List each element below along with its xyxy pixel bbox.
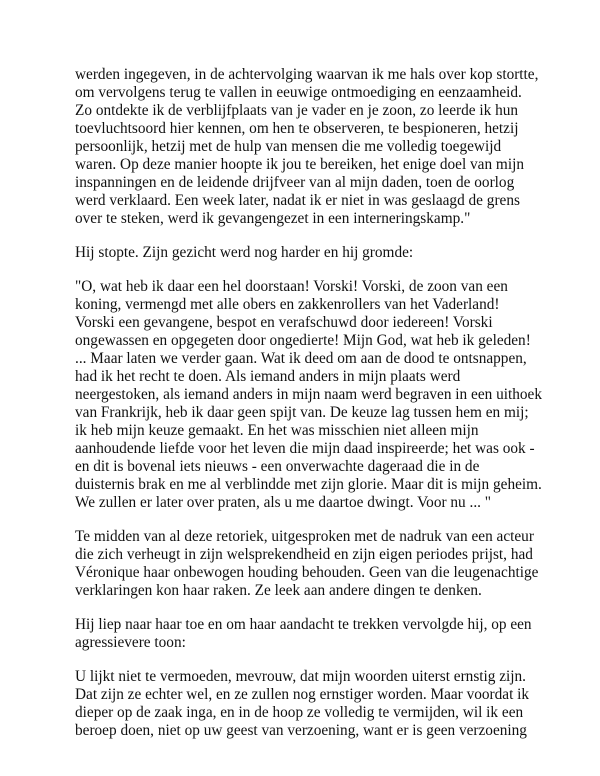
- text-line: Dat zijn ze echter wel, en ze zullen nog ernstiger worden. Maar voordat ik: [75, 686, 530, 703]
- paragraph-1: [75, 66, 539, 228]
- text-line: en dit is bovenal iets nieuws - een onverwachte dageraad die in de: [75, 458, 480, 475]
- text-line: aanhoudende liefde voor het leven die mijn daad inspireerde; het was ook -: [75, 440, 535, 457]
- text-line: Te midden van al deze retoriek, uitgesproken met de nadruk van een acteur: [75, 528, 534, 545]
- text-line: koning, vermengd met alle obers en zakkenrollers van het Vaderland!: [75, 296, 500, 313]
- text-line: inspanningen en de leidende drijfveer van al mijn daden, toen de oorlog: [75, 174, 515, 191]
- text-line: waren. Op deze manier hoopte ik jou te bereiken, het enige doel van mijn: [75, 156, 524, 173]
- text-line: ongewassen en opgegeten door ongedierte! Mijn God, wat heb ik geleden!: [75, 332, 531, 349]
- paragraph-6: [75, 668, 535, 740]
- text-line: duisternis brak en me al verblindde met zijn glorie. Maar dit is mijn geheim.: [75, 476, 542, 493]
- paragraph-4: [75, 528, 539, 600]
- paragraph-3: [75, 278, 542, 512]
- document-page: [75, 66, 542, 756]
- paragraph-2: [75, 244, 535, 262]
- text-line: ... Maar laten we verder gaan. Wat ik deed om aan de dood te ontsnappen,: [75, 350, 527, 367]
- text-line: Vorski een gevangene, bespot en verafschuwd door iedereen! Vorski: [75, 314, 493, 331]
- text-line: die zich verheugt in zijn welsprekendheid en zijn eigen periodes prijst, had: [75, 546, 533, 563]
- text-line: had ik het recht te doen. Als iemand anders in mijn plaats werd: [75, 368, 461, 385]
- text-line: U lijkt niet te vermoeden, mevrouw, dat mijn woorden uiterst ernstig zijn.: [75, 668, 527, 685]
- text-line: werd verklaard. Een week later, nadat ik er niet in was geslaagd de grens: [75, 192, 520, 209]
- text-line: Hij stopte. Zijn gezicht werd nog harder en hij gromde:: [75, 244, 414, 261]
- paragraph-5: [75, 616, 535, 652]
- text-line: Zo ontdekte ik de verblijfplaats van je vader en je zoon, zo leerde ik hun: [75, 102, 519, 119]
- text-line: over te steken, werd ik gevangengezet in een interneringskamp.": [75, 210, 471, 227]
- text-line: werden ingegeven, in de achtervolging waarvan ik me hals over kop stortte,: [75, 66, 539, 83]
- text-line: dieper op de zaak inga, en in de hoop ze volledig te vermijden, wil ik een: [75, 704, 524, 721]
- text-line: beroep doen, niet op uw geest van verzoening, want er is geen verzoening: [75, 722, 527, 739]
- text-line: We zullen er later over praten, als u me daartoe dwingt. Voor nu ... ": [75, 494, 492, 511]
- text-line: verklaringen kon haar raken. Ze leek aan andere dingen te denken.: [75, 582, 482, 599]
- text-line: toevluchtsoord hier kennen, om hen te observeren, te bespioneren, hetzij: [75, 120, 519, 137]
- text-line: om vervolgens terug te vallen in eeuwige ontmoediging en eenzaamheid.: [75, 84, 522, 101]
- text-line: persoonlijk, hetzij met de hulp van mensen die me volledig toegewijd: [75, 138, 502, 155]
- text-line: van Frankrijk, heb ik daar geen spijt van. De keuze lag tussen hem en mij;: [75, 404, 529, 421]
- text-line: Véronique haar onbewogen houding behouden. Geen van die leugenachtige: [75, 564, 539, 581]
- text-line: agressievere toon:: [75, 634, 186, 651]
- text-line: "O, wat heb ik daar een hel doorstaan! Vorski! Vorski, de zoon van een: [75, 278, 508, 295]
- text-line: neergestoken, als iemand anders in mijn naam werd begraven in een uithoek: [75, 386, 542, 403]
- text-line: ik heb mijn keuze gemaakt. En het was misschien niet alleen mijn: [75, 422, 479, 439]
- text-line: Hij liep naar haar toe en om haar aandacht te trekken vervolgde hij, op een: [75, 616, 532, 633]
